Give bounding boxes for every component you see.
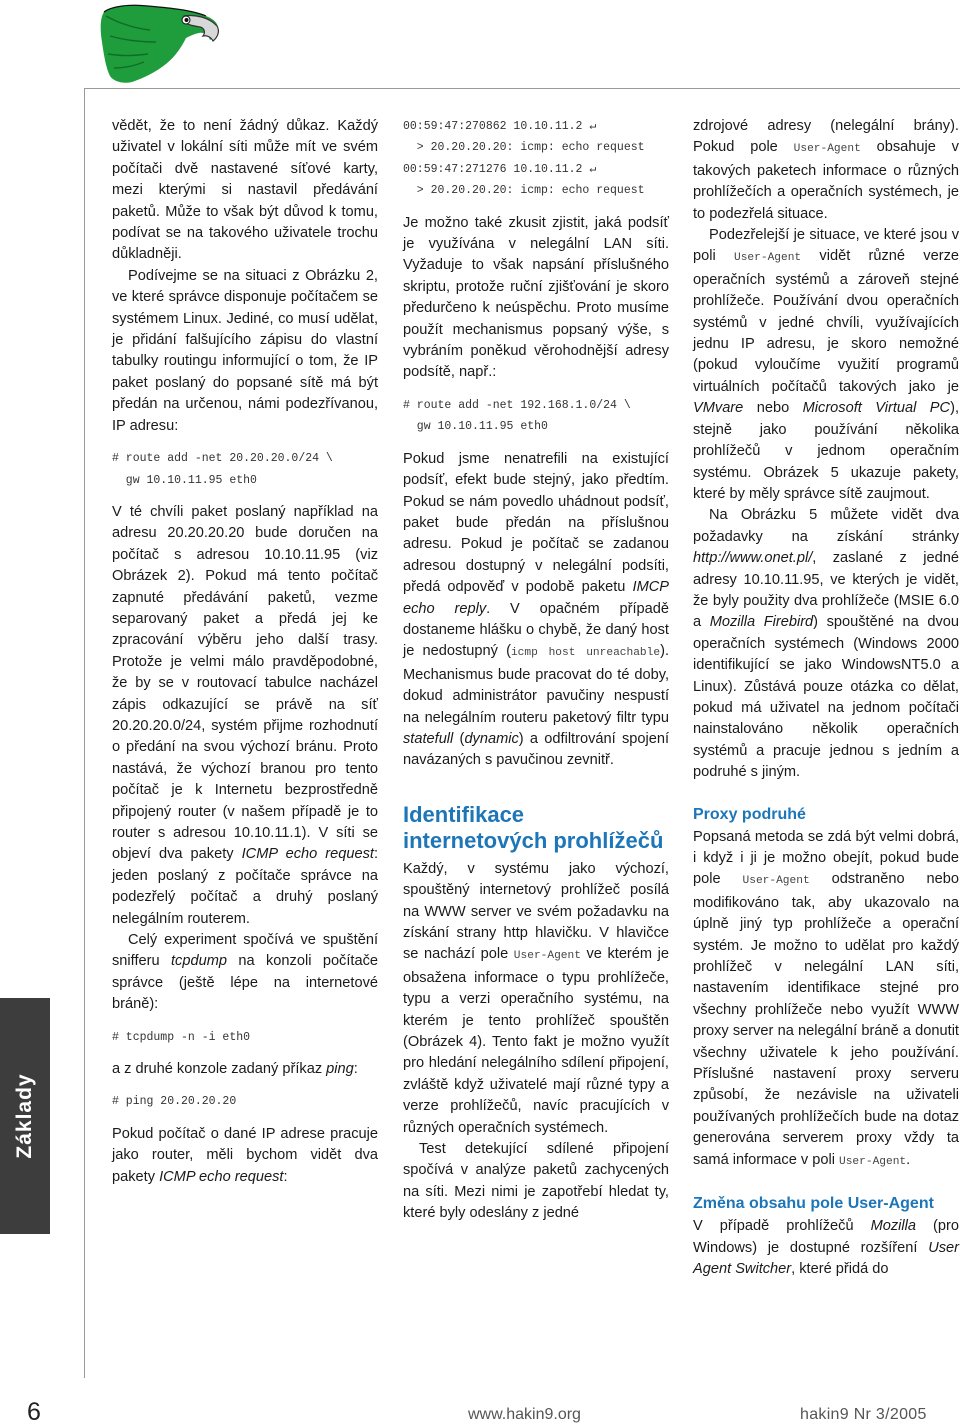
paragraph: Podezřelejší je situace, ve které jsou v poli User-Agent vidět různé verze operačních systémů a zároveň stejné prohlížeče. Používání dvou operačních systémů v jedné chvíli, využívajících jednu IP adresu, je skoro nemožné (pokud vyloučíme využití programů virtuálních počítačů takových jako je VMvare nebo Microsoft Virtual PC), stejně jako používání několika prohlížečů v jednom operačním systému. Obrázek 5 ukazuje pakety, které by měly správce sítě zaujmout. [693, 227, 959, 502]
paragraph: Celý experiment spočívá ve spuštění snifferu tcpdump na konzoli počítače správce (ještě lépe na internetové bráně): [112, 932, 378, 1013]
paragraph: Je možno také zkusit zjistit, jaká podsíť je využívána v nelegální LAN síti. Vyžaduje to však napsání příslušného skriptu, protože ruční zjišťování je skoro předurčeno k neúspěchu. Proto musíme použít mechanismus popsaný výše, s vybráním poněkud věrohodnější adresy podsítě, např.: [403, 214, 669, 381]
paragraph: Test detekující sdílené připojení spočívá v analýze paketů zachycených na síti. Mezi nimi je zapotřebí hledat ty, které byly odeslány z jedné [403, 1141, 669, 1222]
paragraph: Popsaná metoda se zdá být velmi dobrá, i když i ji je možno obejít, pokud bude pole User-Agent odstraněno nebo modifikováno tak, aby ukazovalo na úplně jiný typ prohlížeče a operační systém. Je možno to udělat pro každý prohlížeč v nelegální LAN síti, nastavením identifikace stejné pro všechny prohlížeče nebo využít WWW proxy server na nelegální bráně a donutit všechny uživatele k jeho používání. Příslušné nastavení proxy serveru způsobí, že nezávisle na uživateli používaných prohlížečích bude na dotaz generována serverem proxy vždy ta samá informace v poli User-Agent. [693, 828, 959, 1168]
paragraph: Podívejme se na situaci z Obrázku 2, ve které správce disponuje počítačem se systémem Linux. Jediné, co musí udělat, je přidání falšujícího zápisu do vlastní tabulky routingu informující o tom, že IP paket poslaný do popsané sítě má být předán na určenou, námi podezřívanou, IP adresu: [112, 267, 378, 434]
code-block: # route add -net 192.168.1.0/24 \ gw 10.10.11.95 eth0 [403, 398, 631, 434]
footer-url: www.hakin9.org [468, 1406, 581, 1423]
section-heading: Změna obsahu pole User-Agent [693, 1195, 934, 1213]
frame-left-rule [84, 88, 85, 1378]
code-block: # route add -net 20.20.20.0/24 \ gw 10.10.11.95 eth0 [112, 452, 333, 487]
section-heading: Identifikace internetových prohlížečů [403, 801, 664, 854]
section-heading: Proxy podruhé [693, 805, 806, 823]
frame-top-rule [84, 88, 960, 89]
paragraph: V případě prohlížečů Mozilla (pro Windows) je dostupné rozšíření User Agent Switcher, které přidá do [693, 1218, 959, 1277]
page-number: 6 [27, 1398, 41, 1426]
code-block: # ping 20.20.20.20 [112, 1095, 237, 1109]
paragraph: Každý, v systému jako výchozí, spouštěný internetový prohlížeč posílá na WWW server ve svém požadavku na získání strany http hlavičku. V hlavičce se nachází pole User-Agent ve kterém je obsažena informace o typu prohlížeče, typu a verzi operačního systému, na kterém je tento prohlížeč spouštěn (Obrázek 4). Tento fakt je možno využít pro hledání nelegálního sdílení připojení, zvláště když uživatelé mají různé typy a verze prohlížečů, navíc pracujících v různých operačních systémech. [403, 860, 669, 1136]
paragraph: Na Obrázku 5 můžete vidět dva požadavky na získání stránky http://www.onet.pl/, zaslané z jedné adresy 10.10.11.95, ve kterých je vidět, že byly použity dva prohlížeče (MSIE 6.0 a Mozilla Firebird) spouštěné na dvou operačních systémech (Windows 2000 identifikující se jako WindowsNT5.0 a Linux). Zůstává pouze otázka co dělat, pokud má uživatel na jednom počítači nainstalováno několik operačních systémů a pracuje jednou s jedním a podruhé s jiným. [693, 507, 960, 781]
paragraph: zdrojové adresy (nelegální brány). Pokud pole User-Agent obsahuje v takových paketech informace o různých prohlížečích a operačních systémech, je to podezřelá situace. [693, 118, 959, 222]
paragraph: Pokud jsme nenatrefili na existující podsíť, efekt bude stejný, jako předtím. Pokud se nám povedlo uhádnout podsíť, paket bude předán na příslušnou adresu. Pokud je počítač se zadanou adresou dostupný v nelegální podsíti, předá odpověď v podobě paketu IMCP echo reply. V opačném případě dostaneme hlášku o chybě, že daný host je nedostupný (icmp host unreachable). Mechanismus bude pracovat do té doby, dokud administrátor pavučiny nespustí na nelegálním routeru paketový filtr typu statefull (dynamic) a odfiltrování spojení navázaných s pavučinou zevnitř. [403, 450, 670, 769]
paragraph: vědět, že to není žádný důkaz. Každý uživatel v lokální síti může mít ve svém počítači dvě nastavené síťové karty, mezi kterými si nastavil předávání paketů. Může to však být důvod k tomu, podívat se na takového uživatele trochu důkladněji. [112, 118, 378, 263]
paragraph: Pokud počítač o dané IP adrese pracuje jako router, měli bychom vidět dva pakety ICMP echo request: [112, 1125, 378, 1185]
code-block: 00:59:47:270862 10.10.11.2 ↵ > 20.20.20.20: icmp: echo request 00:59:47:271276 10.10.11.2 ↵ > 20.20.20.20: icmp: echo request [403, 120, 645, 198]
text-column-1 [112, 116, 378, 1188]
bird-head-logo [100, 2, 222, 84]
section-tab [0, 998, 50, 1234]
paragraph: a z druhé konzole zadaný příkaz ping: [112, 1061, 358, 1078]
footer-issue: hakin9 Nr 3/2005 [800, 1406, 927, 1423]
text-column-2 [403, 116, 669, 1225]
section-tab-label: Základy [13, 1073, 36, 1159]
code-block: # tcpdump -n -i eth0 [112, 1030, 251, 1044]
text-column-3 [693, 116, 959, 1280]
paragraph: V té chvíli paket poslaný například na adresu 20.20.20.20 bude doručen na počítač s adresou 10.10.11.95 (viz Obrázek 2). Pokud má tento počítač zapnuté předávání paketů, vezme separovaný paket a předá jej ke zpracování výběru jeho další trasy. Protože je velmi málo pravděpodobné, že by se v routovací tabulce nacházel zápis odkazující se právě na síť 20.20.20.0/24, systém přijme rozhodnutí o předání na svou výchozí bránu. Proto nastává, že výchozí branou pro tento počítač je k Internetu bezprostředně připojený router (v našem případě je to router s adresou 10.10.11.1). V síti se objeví dva pakety ICMP echo request: jeden poslaný z počítače správce na podezřelý počítač a druhý poslaný nelegálním routerem. [112, 503, 378, 927]
